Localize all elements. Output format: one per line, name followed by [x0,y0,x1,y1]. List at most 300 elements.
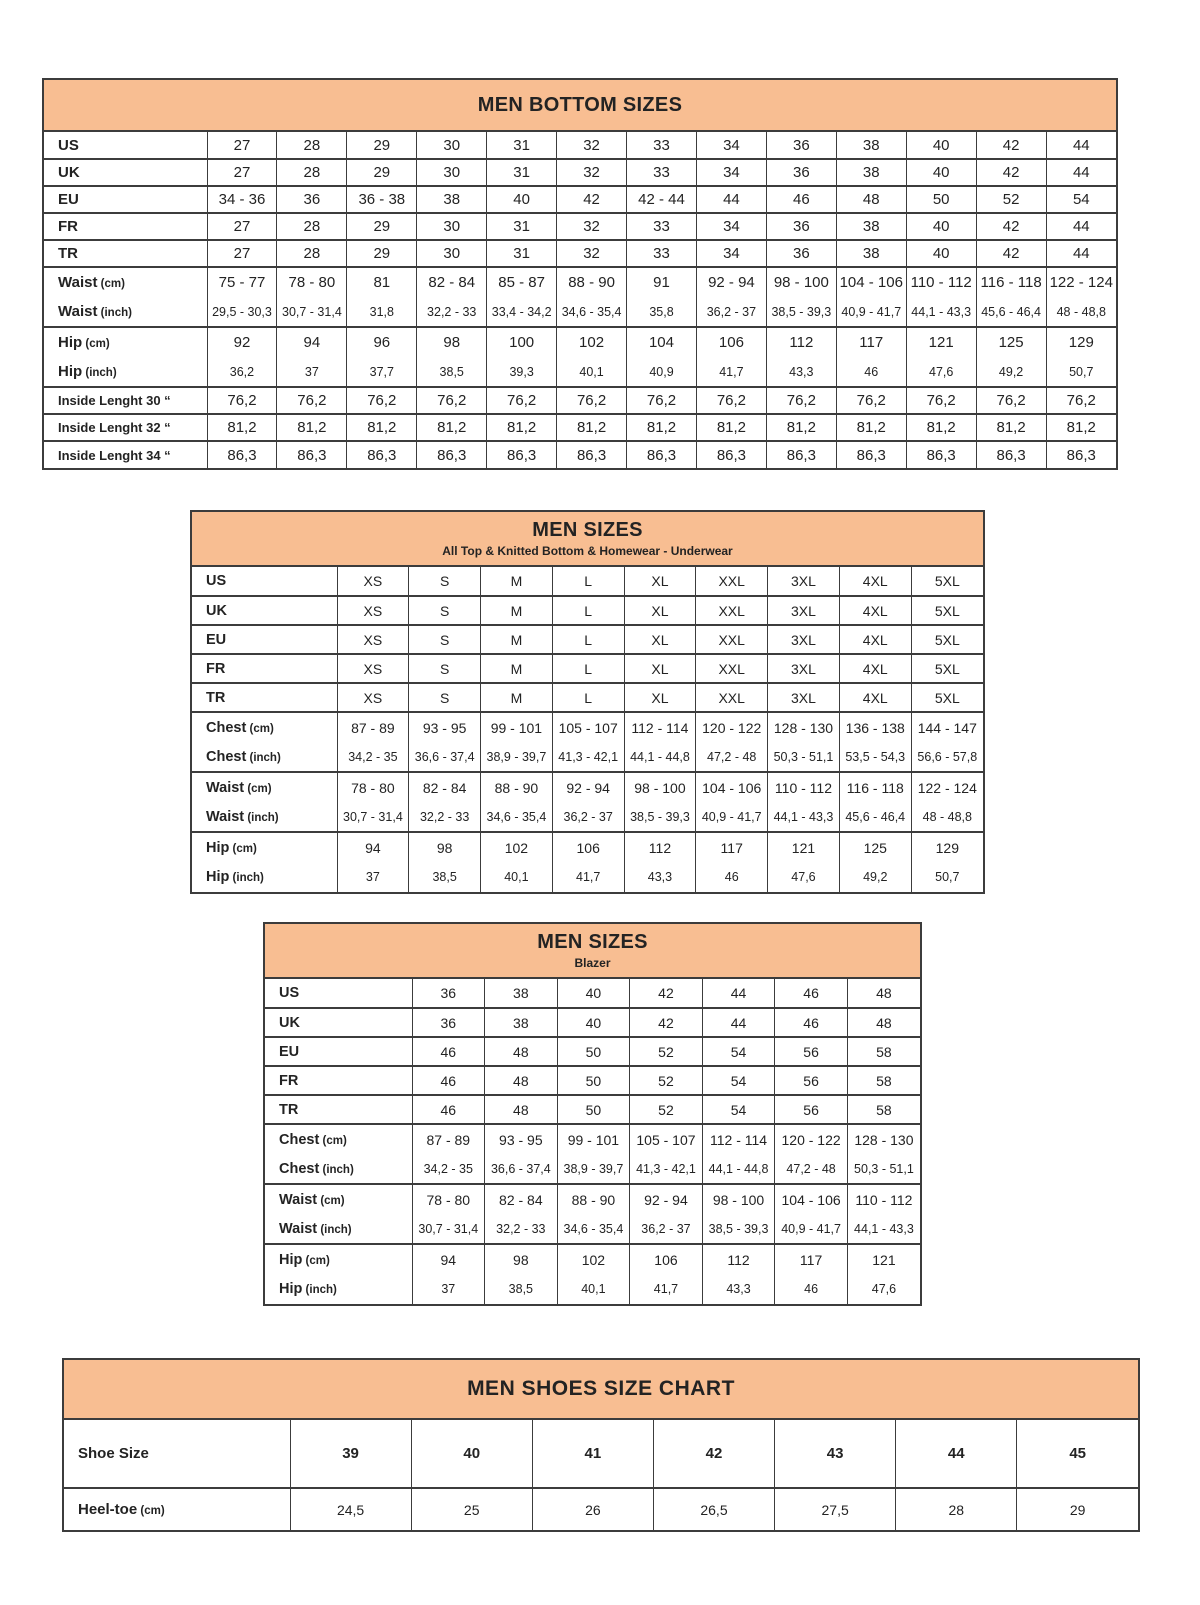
cell-value: 121 [768,832,840,862]
cell-value: 92 - 94 [552,772,624,802]
row-group [192,712,983,772]
cell-value: 98 [485,1244,558,1274]
cell-value: 5XL [911,625,983,654]
cell-value: 136 - 138 [839,712,911,742]
cell-value: 81 [347,267,417,297]
cell-value: 28 [277,159,347,186]
row-label: Waist (cm) [206,779,272,796]
table-row [265,1037,920,1066]
cell-value: 28 [277,213,347,240]
cell-value: L [552,596,624,625]
cell-value: 43,3 [702,1274,775,1304]
cell-value: 31,8 [347,297,417,327]
table-title: MEN BOTTOM SIZES [477,93,683,116]
cell-value: 36,6 - 37,4 [409,742,481,772]
table-row [265,1184,920,1214]
cell-value: 54 [1046,186,1116,213]
cell-value: 102 [557,1244,630,1274]
cell-value: 31 [487,132,557,159]
cell-value: 81,2 [557,414,627,441]
row-label: Inside Lenght 32 “ [58,420,171,435]
cell-value: 38 [417,186,487,213]
cell-value: 42 [976,240,1046,267]
men-sizes-tops-grid [192,567,983,892]
cell-value: 30 [417,132,487,159]
cell-value: 43 [775,1420,896,1488]
cell-value: 30 [417,159,487,186]
cell-value: 46 [766,186,836,213]
cell-value: 47,2 - 48 [696,742,768,772]
row-label: Waist (cm) [58,274,125,291]
table-row [265,1124,920,1154]
cell-value: 32 [557,159,627,186]
men-shoes-size-chart-grid [64,1420,1138,1530]
cell-value: 27 [207,159,277,186]
cell-value: 44 [696,186,766,213]
cell-value: XS [337,654,409,683]
cell-value: 94 [337,832,409,862]
row-label: US [206,573,227,589]
row-label: Hip (inch) [58,363,117,380]
cell-value: 112 [702,1244,775,1274]
cell-value: 30,7 - 31,4 [337,802,409,832]
table-row [192,862,983,892]
table-row [44,357,1116,387]
table-row [265,1244,920,1274]
cell-value: 81,2 [277,414,347,441]
cell-value: 34,6 - 35,4 [481,802,553,832]
row-label: Waist (inch) [58,303,132,320]
cell-value: S [409,654,481,683]
cell-value: 86,3 [417,441,487,468]
cell-value: 54 [702,1066,775,1095]
cell-value: 81,2 [207,414,277,441]
cell-value: 44 [1046,240,1116,267]
cell-value: 28 [277,132,347,159]
cell-value: 86,3 [557,441,627,468]
cell-value: 42 [976,213,1046,240]
row-group [192,654,983,683]
cell-value: 32,2 - 33 [417,297,487,327]
cell-value: XXL [696,567,768,596]
cell-value: 42 [976,159,1046,186]
cell-value: 121 [906,327,976,357]
cell-value: 85 - 87 [487,267,557,297]
row-group [44,186,1116,213]
cell-value: 144 - 147 [911,712,983,742]
table-row [44,414,1116,441]
row-group [265,1037,920,1066]
cell-value: 40,9 - 41,7 [775,1214,848,1244]
cell-value: 128 - 130 [847,1124,920,1154]
cell-value: 86,3 [906,441,976,468]
cell-value: 98 - 100 [624,772,696,802]
cell-value: 36,2 - 37 [630,1214,703,1244]
cell-value: 46 [412,1037,485,1066]
row-label: TR [206,689,226,706]
cell-value: 110 - 112 [847,1184,920,1214]
cell-value: 102 [481,832,553,862]
cell-value: XL [624,683,696,712]
row-label: EU [279,1043,300,1060]
cell-value: 104 - 106 [696,772,768,802]
cell-value: 47,6 [847,1274,920,1304]
cell-value: 48 [847,979,920,1008]
cell-value: 38 [836,240,906,267]
row-label: UK [206,602,227,619]
cell-value: 36 [766,159,836,186]
cell-value: 78 - 80 [277,267,347,297]
cell-value: 42 [976,132,1046,159]
cell-value: XS [337,683,409,712]
row-group [265,1124,920,1184]
cell-value: M [481,683,553,712]
cell-value: 86,3 [487,441,557,468]
cell-value: 33 [627,240,697,267]
cell-value: 29 [347,240,417,267]
men-sizes-blazer-header [265,924,920,979]
cell-value: 81,2 [487,414,557,441]
cell-value: 33 [627,159,697,186]
cell-value: 38,5 - 39,3 [766,297,836,327]
cell-value: XXL [696,683,768,712]
table-title: MEN SIZES [537,931,648,953]
cell-value: 81,2 [417,414,487,441]
cell-value: 38 [836,213,906,240]
cell-value: M [481,625,553,654]
cell-value: 46 [775,1008,848,1037]
cell-value: 40 [557,979,630,1008]
cell-value: 43,3 [624,862,696,892]
row-group [44,441,1116,468]
cell-value: XS [337,596,409,625]
table-row [64,1420,1138,1488]
cell-value: 4XL [839,654,911,683]
cell-value: S [409,567,481,596]
cell-value: 76,2 [906,387,976,414]
cell-value: 46 [836,357,906,387]
cell-value: 4XL [839,596,911,625]
cell-value: 30 [417,213,487,240]
cell-value: 44,1 - 43,3 [847,1214,920,1244]
cell-value: 5XL [911,596,983,625]
cell-value: 3XL [768,683,840,712]
table-row [192,567,983,596]
cell-value: 76,2 [347,387,417,414]
table-row [44,213,1116,240]
cell-value: 40 [906,132,976,159]
cell-value: 40 [906,159,976,186]
row-label: Heel-toe (cm) [78,1501,165,1518]
cell-value: 50 [557,1037,630,1066]
table-row [44,240,1116,267]
cell-value: 81,2 [627,414,697,441]
cell-value: 44,1 - 44,8 [702,1154,775,1184]
cell-value: 82 - 84 [485,1184,558,1214]
row-label: Chest (cm) [206,719,274,736]
cell-value: 105 - 107 [552,712,624,742]
men-sizes-tops-table [190,510,985,894]
cell-value: 25 [411,1488,532,1530]
cell-value: 46 [775,979,848,1008]
cell-value: 34 [696,159,766,186]
row-label: Hip (inch) [279,1281,337,1297]
cell-value: 38 [485,1008,558,1037]
cell-value: 58 [847,1095,920,1124]
cell-value: L [552,567,624,596]
cell-value: 44,1 - 43,3 [906,297,976,327]
cell-value: 38,9 - 39,7 [557,1154,630,1184]
cell-value: 93 - 95 [485,1124,558,1154]
cell-value: L [552,683,624,712]
cell-value: 76,2 [207,387,277,414]
cell-value: 48 - 48,8 [911,802,983,832]
cell-value: 4XL [839,625,911,654]
cell-value: 3XL [768,596,840,625]
cell-value: 47,6 [906,357,976,387]
men-bottom-sizes-header [44,80,1116,132]
cell-value: 94 [412,1244,485,1274]
row-group [265,1184,920,1244]
cell-value: 54 [702,1095,775,1124]
cell-value: 110 - 112 [768,772,840,802]
cell-value: 106 [630,1244,703,1274]
cell-value: 48 - 48,8 [1046,297,1116,327]
cell-value: 120 - 122 [696,712,768,742]
cell-value: 81,2 [906,414,976,441]
cell-value: 44 [702,979,775,1008]
cell-value: XL [624,596,696,625]
cell-value: 50 [557,1066,630,1095]
cell-value: 34,2 - 35 [337,742,409,772]
cell-value: 45,6 - 46,4 [976,297,1046,327]
cell-value: 93 - 95 [409,712,481,742]
cell-value: 27 [207,213,277,240]
cell-value: 53,5 - 54,3 [839,742,911,772]
cell-value: 41,3 - 42,1 [630,1154,703,1184]
cell-value: 38 [836,159,906,186]
cell-value: 36,2 - 37 [552,802,624,832]
cell-value: 38,5 [417,357,487,387]
cell-value: 50,7 [1046,357,1116,387]
cell-value: 46 [412,1066,485,1095]
cell-value: 30,7 - 31,4 [412,1214,485,1244]
cell-value: 120 - 122 [775,1124,848,1154]
cell-value: 44 [1046,159,1116,186]
cell-value: 86,3 [627,441,697,468]
table-title: MEN SHOES SIZE CHART [467,1377,735,1400]
cell-value: 86,3 [1046,441,1116,468]
cell-value: 34 [696,213,766,240]
cell-value: 56 [775,1095,848,1124]
cell-value: 47,6 [768,862,840,892]
cell-value: 38,5 - 39,3 [624,802,696,832]
row-group [44,132,1116,159]
cell-value: M [481,567,553,596]
cell-value: 36,2 - 37 [696,297,766,327]
cell-value: 4XL [839,567,911,596]
cell-value: 102 [557,327,627,357]
cell-value: 52 [630,1066,703,1095]
table-row [192,712,983,742]
cell-value: 34,6 - 35,4 [557,1214,630,1244]
table-row [44,327,1116,357]
cell-value: 78 - 80 [337,772,409,802]
cell-value: 88 - 90 [557,267,627,297]
row-label: EU [206,631,227,648]
cell-value: 92 [207,327,277,357]
cell-value: 76,2 [557,387,627,414]
row-group [192,625,983,654]
cell-value: 81,2 [696,414,766,441]
cell-value: L [552,654,624,683]
cell-value: 33 [627,132,697,159]
men-bottom-sizes-table [42,78,1118,470]
cell-value: 36 [412,1008,485,1037]
table-row [265,1154,920,1184]
cell-value: 32 [557,132,627,159]
row-group [192,596,983,625]
cell-value: 38,9 - 39,7 [481,742,553,772]
cell-value: 44 [702,1008,775,1037]
row-group [265,1244,920,1304]
cell-value: 76,2 [417,387,487,414]
row-group [44,240,1116,267]
cell-value: 42 [653,1420,774,1488]
cell-value: 117 [836,327,906,357]
table-row [64,1488,1138,1530]
cell-value: 86,3 [347,441,417,468]
table-row [192,772,983,802]
cell-value: 27 [207,240,277,267]
table-row [265,1214,920,1244]
cell-value: 96 [347,327,417,357]
cell-value: 50,3 - 51,1 [847,1154,920,1184]
cell-value: 32 [557,213,627,240]
row-label: FR [58,218,78,235]
cell-value: 98 [417,327,487,357]
table-row [44,441,1116,468]
cell-value: 3XL [768,654,840,683]
cell-value: 104 - 106 [775,1184,848,1214]
cell-value: 44 [1046,132,1116,159]
cell-value: 81,2 [347,414,417,441]
cell-value: 36 [412,979,485,1008]
cell-value: 45 [1017,1420,1138,1488]
cell-value: 38,5 [409,862,481,892]
row-label: US [279,985,300,1001]
cell-value: XXL [696,654,768,683]
cell-value: 125 [976,327,1046,357]
cell-value: 125 [839,832,911,862]
cell-value: 40 [557,1008,630,1037]
cell-value: 82 - 84 [409,772,481,802]
row-label: EU [58,191,79,208]
cell-value: 86,3 [696,441,766,468]
cell-value: 38,5 - 39,3 [702,1214,775,1244]
cell-value: 128 - 130 [768,712,840,742]
cell-value: 44,1 - 43,3 [768,802,840,832]
cell-value: 30 [417,240,487,267]
cell-value: 33 [627,213,697,240]
cell-value: 58 [847,1037,920,1066]
table-row [192,832,983,862]
row-label: TR [279,1101,299,1118]
row-group [44,327,1116,387]
cell-value: 24,5 [290,1488,411,1530]
cell-value: 41,7 [552,862,624,892]
table-row [265,1066,920,1095]
cell-value: 129 [1046,327,1116,357]
table-subtitle: Blazer [574,956,611,970]
cell-value: 104 - 106 [836,267,906,297]
row-group [44,267,1116,327]
cell-value: 29,5 - 30,3 [207,297,277,327]
cell-value: 40,9 - 41,7 [836,297,906,327]
table-row [192,625,983,654]
cell-value: 88 - 90 [481,772,553,802]
row-group [44,213,1116,240]
row-label: Waist (cm) [279,1191,345,1208]
row-group [265,1066,920,1095]
men-shoes-size-chart-header [64,1360,1138,1420]
table-row [192,654,983,683]
cell-value: 110 - 112 [906,267,976,297]
cell-value: 41 [532,1420,653,1488]
cell-value: 3XL [768,625,840,654]
table-row [44,297,1116,327]
cell-value: 29 [1017,1488,1138,1530]
row-label: Shoe Size [78,1445,149,1462]
cell-value: 37 [277,357,347,387]
table-row [44,132,1116,159]
cell-value: XXL [696,596,768,625]
cell-value: XL [624,567,696,596]
cell-value: 40,1 [481,862,553,892]
cell-value: 81,2 [1046,414,1116,441]
cell-value: 44 [896,1420,1017,1488]
cell-value: 36 [277,186,347,213]
cell-value: 94 [277,327,347,357]
cell-value: 37 [337,862,409,892]
cell-value: 98 - 100 [702,1184,775,1214]
cell-value: 37 [412,1274,485,1304]
cell-value: XS [337,567,409,596]
cell-value: 105 - 107 [630,1124,703,1154]
cell-value: 44,1 - 44,8 [624,742,696,772]
row-label: Inside Lenght 34 “ [58,447,171,463]
cell-value: 40 [906,240,976,267]
cell-value: 76,2 [976,387,1046,414]
cell-value: 48 [836,186,906,213]
men-shoes-size-chart-table [62,1358,1140,1532]
cell-value: 31 [487,240,557,267]
cell-value: 34 [696,240,766,267]
row-label: Hip (inch) [206,869,264,885]
cell-value: 46 [412,1095,485,1124]
cell-value: 34 [696,132,766,159]
cell-value: S [409,683,481,712]
cell-value: 44 [1046,213,1116,240]
table-row [265,979,920,1008]
cell-value: 36 - 38 [347,186,417,213]
cell-value: 32,2 - 33 [485,1214,558,1244]
cell-value: 31 [487,213,557,240]
cell-value: 112 - 114 [624,712,696,742]
row-label: Hip (cm) [58,334,110,351]
table-row [44,159,1116,186]
cell-value: 29 [347,159,417,186]
